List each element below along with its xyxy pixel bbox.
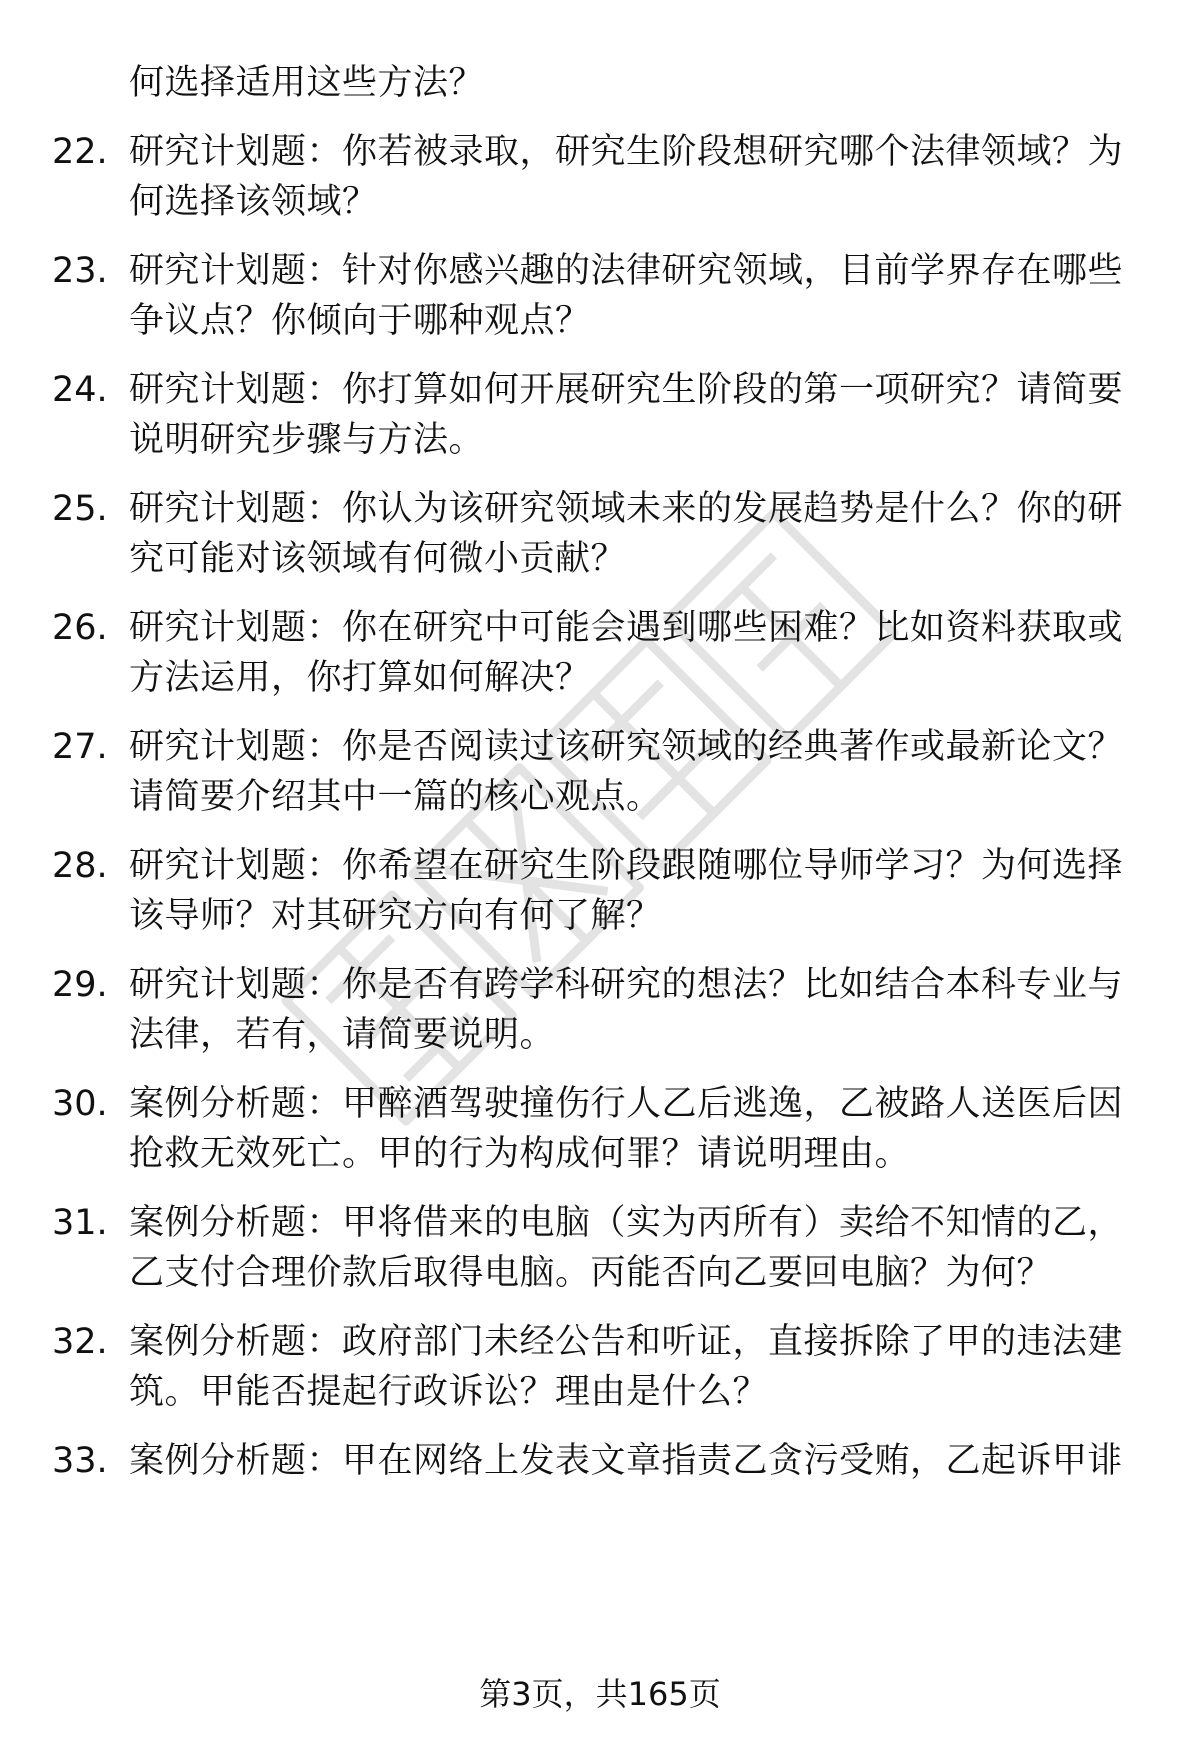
question-number: 28. — [52, 846, 108, 886]
question-number: 29. — [52, 965, 108, 1005]
question-text: 研究计划题：你打算如何开展研究生阶段的第一项研究？请简要 — [129, 370, 1124, 410]
question-number: 32. — [52, 1322, 108, 1362]
question-text: 研究计划题：你是否阅读过该研究领域的经典著作或最新论文？ — [129, 727, 1124, 767]
question-line — [0, 841, 1200, 891]
question-line — [0, 603, 1200, 653]
question-text: 请简要介绍其中一篇的核心观点。 — [129, 777, 662, 817]
question-line — [0, 296, 1200, 346]
question-number: 31. — [52, 1203, 108, 1243]
question-text: 案例分析题：政府部门未经公告和听证，直接拆除了甲的违法建 — [129, 1322, 1124, 1362]
question-line — [0, 772, 1200, 822]
question-line — [0, 177, 1200, 227]
question-text: 乙支付合理价款后取得电脑。丙能否向乙要回电脑？为何？ — [129, 1253, 1053, 1293]
question-text: 研究计划题：你在研究中可能会遇到哪些困难？比如资料获取或 — [129, 608, 1124, 648]
question-line — [0, 1010, 1200, 1060]
question-line — [0, 127, 1200, 177]
question-number: 24. — [52, 370, 108, 410]
question-line — [0, 1436, 1200, 1486]
question-number: 30. — [52, 1084, 108, 1124]
question-line — [0, 365, 1200, 415]
question-text: 研究计划题：你是否有跨学科研究的想法？比如结合本科专业与 — [129, 965, 1124, 1005]
question-text: 该导师？对其研究方向有何了解？ — [129, 896, 662, 936]
question-line — [0, 891, 1200, 941]
question-number: 33. — [52, 1441, 108, 1481]
question-text: 案例分析题：甲在网络上发表文章指责乙贪污受贿，乙起诉甲诽 — [129, 1441, 1124, 1481]
question-number: 23. — [52, 251, 108, 291]
question-text: 方法运用，你打算如何解决？ — [129, 658, 591, 698]
page-footer: 第3页，共165页 — [479, 1675, 721, 1713]
question-text: 研究计划题：你希望在研究生阶段跟随哪位导师学习？为何选择 — [129, 846, 1124, 886]
question-line — [0, 1317, 1200, 1367]
question-line — [0, 1367, 1200, 1417]
question-text: 研究计划题：针对你感兴趣的法律研究领域，目前学界存在哪些 — [129, 251, 1124, 291]
question-line — [0, 1129, 1200, 1179]
question-text: 法律，若有，请简要说明。 — [129, 1015, 556, 1055]
question-text: 争议点？你倾向于哪种观点？ — [129, 301, 591, 341]
question-text: 说明研究步骤与方法。 — [129, 420, 485, 460]
question-text: 研究计划题：你认为该研究领域未来的发展趋势是什么？你的研 — [129, 489, 1124, 529]
question-line — [0, 1079, 1200, 1129]
question-line — [0, 58, 1200, 108]
question-line — [0, 534, 1200, 584]
question-line — [0, 653, 1200, 703]
question-number: 25. — [52, 489, 108, 529]
question-text: 究可能对该领域有何微小贡献？ — [129, 539, 627, 579]
question-number: 22. — [52, 132, 108, 172]
question-text: 案例分析题：甲将借来的电脑（实为丙所有）卖给不知情的乙， — [129, 1203, 1124, 1243]
question-line — [0, 960, 1200, 1010]
question-line — [0, 246, 1200, 296]
question-text: 何选择该领域？ — [129, 182, 378, 222]
question-text: 研究计划题：你若被录取，研究生阶段想研究哪个法律领域？为 — [129, 132, 1124, 172]
question-line — [0, 484, 1200, 534]
question-text: 筑。甲能否提起行政诉讼？理由是什么？ — [129, 1372, 769, 1412]
question-line — [0, 415, 1200, 465]
question-number: 27. — [52, 727, 108, 767]
question-text: 抢救无效死亡。甲的行为构成何罪？请说明理由。 — [129, 1134, 911, 1174]
question-number: 26. — [52, 608, 108, 648]
question-line — [0, 722, 1200, 772]
question-text: 何选择适用这些方法？ — [129, 63, 485, 103]
question-line — [0, 1198, 1200, 1248]
question-text: 案例分析题：甲醉酒驾驶撞伤行人乙后逃逸，乙被路人送医后因 — [129, 1084, 1124, 1124]
question-line — [0, 1248, 1200, 1298]
